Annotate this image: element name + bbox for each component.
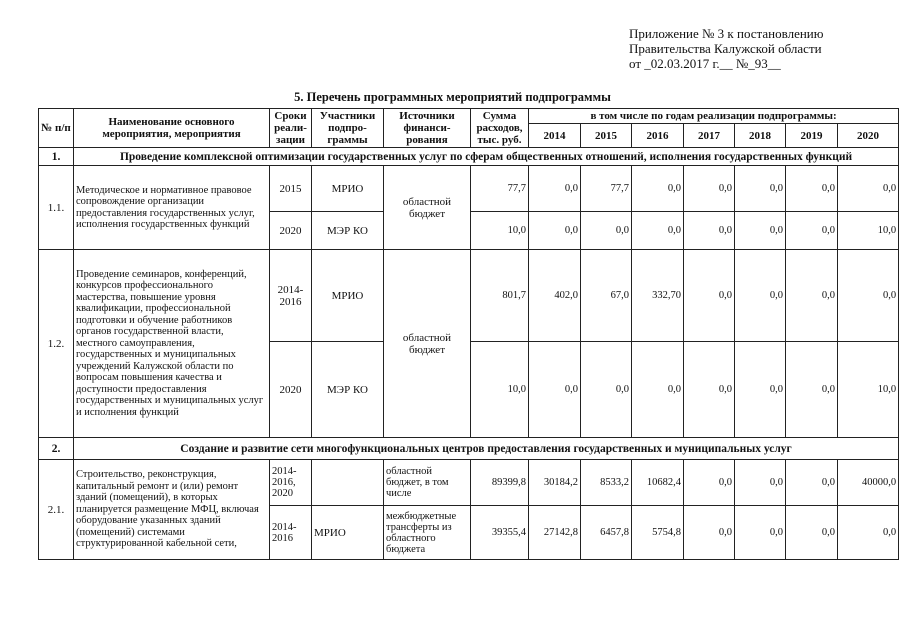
year-cell: 10682,4	[632, 460, 684, 506]
year-cell: 0,0	[838, 250, 899, 342]
source-cell: межбюджетные трансферты из областного бюджета	[384, 506, 471, 560]
year-cell: 0,0	[632, 166, 684, 212]
item-num: 1.1.	[39, 166, 74, 250]
section-title: Проведение комплексной оптимизации государственных услуг по сферам общественных отношений, исполнения государственных функций	[74, 148, 899, 166]
header-line-3: от _02.03.2017 г.__ №_93__	[629, 56, 781, 71]
col-header-participants: Участники подпро-граммы	[312, 109, 384, 148]
participant-cell: МЭР КО	[312, 342, 384, 438]
document-header	[629, 26, 859, 71]
term-cell: 2015	[270, 166, 312, 212]
year-cell: 0,0	[735, 342, 786, 438]
col-header-year: 2017	[684, 124, 735, 148]
item-name: Методическое и нормативное правовое сопровождение организации предоставления государственных услуг, исполнения государственных функций	[74, 166, 270, 250]
source-cell: областной бюджет, в том числе	[384, 460, 471, 506]
col-header-year: 2016	[632, 124, 684, 148]
year-cell: 0,0	[786, 460, 838, 506]
col-header-year: 2015	[581, 124, 632, 148]
year-cell: 0,0	[529, 166, 581, 212]
year-cell: 67,0	[581, 250, 632, 342]
year-cell: 0,0	[786, 342, 838, 438]
item-num: 2.1.	[39, 460, 74, 560]
col-header-year: 2018	[735, 124, 786, 148]
year-cell: 30184,2	[529, 460, 581, 506]
year-cell: 10,0	[838, 342, 899, 438]
year-cell: 0,0	[684, 212, 735, 250]
term-cell: 2020	[270, 212, 312, 250]
year-cell: 402,0	[529, 250, 581, 342]
col-header-num: № п/п	[39, 109, 74, 148]
year-cell: 0,0	[684, 250, 735, 342]
year-cell: 0,0	[735, 506, 786, 560]
document-title: 5. Перечень программных мероприятий подпрограммы	[294, 90, 611, 104]
term-cell: 2014-2016, 2020	[270, 460, 312, 506]
year-cell: 0,0	[735, 166, 786, 212]
participant-cell: МРИО	[312, 250, 384, 342]
year-cell: 40000,0	[838, 460, 899, 506]
sum-cell: 801,7	[471, 250, 529, 342]
year-cell: 0,0	[786, 212, 838, 250]
year-cell: 0,0	[581, 212, 632, 250]
table-row	[39, 460, 899, 506]
item-num: 1.2.	[39, 250, 74, 438]
year-cell: 77,7	[581, 166, 632, 212]
year-cell: 0,0	[786, 250, 838, 342]
year-cell: 0,0	[838, 506, 899, 560]
term-cell: 2020	[270, 342, 312, 438]
year-cell: 0,0	[786, 166, 838, 212]
year-cell: 0,0	[735, 250, 786, 342]
section-title: Создание и развитие сети многофункциональных центров предоставления государственных и муниципальных услуг	[74, 438, 899, 460]
table-row	[39, 250, 899, 342]
col-header-years-group: в том числе по годам реализации подпрограммы:	[529, 109, 899, 124]
section-row	[39, 438, 899, 460]
section-row	[39, 148, 899, 166]
year-cell: 0,0	[684, 506, 735, 560]
year-cell: 0,0	[529, 342, 581, 438]
sum-cell: 10,0	[471, 342, 529, 438]
sum-cell: 89399,8	[471, 460, 529, 506]
year-cell: 0,0	[684, 166, 735, 212]
source-cell: областной бюджет	[384, 166, 471, 250]
year-cell: 0,0	[786, 506, 838, 560]
table-row	[39, 166, 899, 212]
col-header-year: 2020	[838, 124, 899, 148]
col-header-year: 2019	[786, 124, 838, 148]
col-header-year: 2014	[529, 124, 581, 148]
col-header-sources: Источники финанси-рования	[384, 109, 471, 148]
sum-cell: 77,7	[471, 166, 529, 212]
measures-table	[38, 108, 899, 560]
sum-cell: 10,0	[471, 212, 529, 250]
sum-cell: 39355,4	[471, 506, 529, 560]
year-cell: 0,0	[632, 212, 684, 250]
col-header-term: Сроки реали-зации	[270, 109, 312, 148]
source-cell: областной бюджет	[384, 250, 471, 438]
year-cell: 0,0	[581, 342, 632, 438]
item-name: Проведение семинаров, конференций, конкурсов профессионального мастерства, повышение уровня квалификации, профессиональной подготовки и обучение работников органов государственной власти, местного самоуправления, государственных и муниципальных учреждений Калужской области по вопросам повышения качества и доступности предоставления государственных и муниципальных услуг и исполнения функций	[74, 250, 270, 438]
item-name: Строительство, реконструкция, капитальный ремонт и (или) ремонт зданий (помещений), в которых планируется размещение МФЦ, включая оборудование указанных зданий (помещений) системами структурированной кабельной сети,	[74, 460, 270, 560]
year-cell: 0,0	[735, 460, 786, 506]
year-cell: 0,0	[684, 460, 735, 506]
year-cell: 0,0	[529, 212, 581, 250]
year-cell: 10,0	[838, 212, 899, 250]
participant-cell: МРИО	[312, 166, 384, 212]
header-line-1: Приложение № 3 к постановлению	[629, 26, 824, 41]
year-cell: 0,0	[735, 212, 786, 250]
year-cell: 27142,8	[529, 506, 581, 560]
col-header-sum: Сумма расходов, тыс. руб.	[471, 109, 529, 148]
year-cell: 5754,8	[632, 506, 684, 560]
term-cell: 2014-2016	[270, 250, 312, 342]
section-num: 1.	[39, 148, 74, 166]
year-cell: 0,0	[838, 166, 899, 212]
year-cell: 8533,2	[581, 460, 632, 506]
section-num: 2.	[39, 438, 74, 460]
participant-cell	[312, 460, 384, 506]
participant-cell: МРИО	[312, 506, 384, 560]
col-header-name: Наименование основного мероприятия, мероприятия	[74, 109, 270, 148]
header-line-2: Правительства Калужской области	[629, 41, 822, 56]
year-cell: 332,70	[632, 250, 684, 342]
participant-cell: МЭР КО	[312, 212, 384, 250]
term-cell: 2014-2016	[270, 506, 312, 560]
year-cell: 6457,8	[581, 506, 632, 560]
year-cell: 0,0	[684, 342, 735, 438]
year-cell: 0,0	[632, 342, 684, 438]
